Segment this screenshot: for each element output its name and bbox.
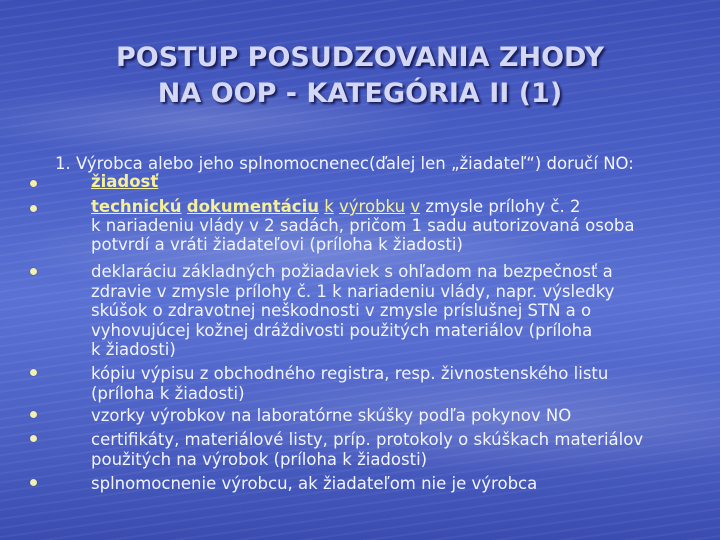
declaration-line-5: k žiadosti) [91,340,176,359]
bullet-icon [30,369,37,376]
ziadost-link[interactable]: žiadosť [91,172,159,191]
vyrobku-link[interactable]: výrobku [339,197,406,216]
dokumentaciu-link[interactable]: dokumentáciu [186,197,319,216]
v-link[interactable]: v [410,197,421,216]
slide-title [0,40,720,112]
technical-doc-text: zmysle prílohy č. 2 [420,197,581,216]
slide-title-line-2: NA OOP - KATEGÓRIA II (1) [157,78,563,109]
declaration-line-2: zdravie v zmysle prílohy č. 1 k nariadeniu vlády, napr. výsledky [91,281,615,301]
certificates-line-2: použitých na výrobok (príloha k žiadosti) [91,449,428,469]
bullet-icon [30,479,37,486]
intro-text: 1. Výrobca alebo jeho splnomocnenec(ďalej len „žiadateľ“) doručí NO: [55,154,634,173]
register-line-2: (príloha k žiadosti) [91,383,245,403]
k-link[interactable]: k [324,197,334,216]
technical-doc-line-2: k nariadeniu vlády v 2 sadách, pričom 1 sadu autorizovaná osoba [91,215,635,235]
certificates-line-1: certifikáty, materiálové listy, príp. protokoly o skúškach materiálov [91,430,644,449]
technical-doc-line-3: potvrdí a vráti žiadateľovi (príloha k žiadosti) [91,235,463,254]
bullet-icon [30,435,37,442]
register-line-1: kópiu výpisu z obchodného registra, resp. živnostenského listu [91,364,609,383]
technicku-link[interactable]: technickú [91,197,182,216]
bullet-icon [30,411,37,418]
bullet-icon [30,180,37,187]
bullet-icon [30,205,37,212]
declaration-line-3: skúšok o zdravotnej neškodnosti v zmysle príslušnej STN a o [91,301,592,320]
declaration-line-1: deklaráciu základných požiadaviek s ohľadom na bezpečnosť a [91,262,613,281]
samples-line-1: vzorky výrobkov na laboratórne skúšky podľa pokynov NO [91,406,572,425]
slide-title-line-1: POSTUP POSUDZOVANIA ZHODY [115,42,605,73]
bullet-icon [30,268,37,275]
authorization-line-1: splnomocnenie výrobcu, ak žiadateľom nie je výrobca [91,474,538,493]
declaration-line-4: vyhovujúcej kožnej dráždivosti použitých materiálov (príloha [91,320,593,340]
